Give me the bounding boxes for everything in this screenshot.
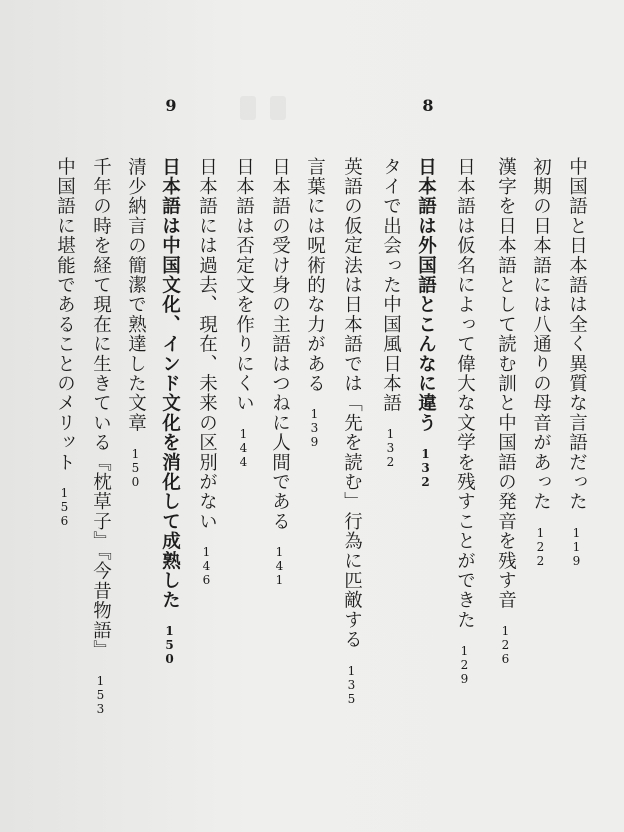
toc-entry (342, 157, 361, 706)
toc-entry (91, 157, 110, 716)
bleed-through-mark (270, 96, 286, 120)
toc-entry-title: 初期の日本語には八通りの母音があった (530, 157, 552, 512)
toc-entry (381, 157, 400, 469)
toc-entry (531, 157, 550, 568)
toc-entry-title: 日本語は仮名によって偉大な文学を残すことができた (454, 157, 476, 630)
toc-entry (197, 157, 216, 587)
toc-entry (55, 157, 74, 528)
toc-entry-page: 135 (344, 663, 359, 706)
chapter-page: 150 (162, 624, 177, 667)
toc-entry-page: 126 (498, 624, 513, 667)
toc-entry (567, 157, 586, 568)
toc-entry (126, 157, 145, 489)
toc-entry-title: タイで出会った中国風日本語 (380, 157, 402, 414)
toc-entry-page: 156 (57, 486, 72, 529)
toc-entry-title: 中国語と日本語は全く異質な言語だった (566, 157, 588, 512)
toc-entry-page: 146 (199, 545, 214, 588)
toc-entry-page: 129 (457, 643, 472, 686)
chapter-heading (160, 157, 179, 666)
toc-entry-page: 122 (533, 525, 548, 568)
chapter-heading (416, 157, 435, 489)
bleed-through-mark (240, 96, 256, 120)
chapter-page: 132 (418, 446, 433, 489)
toc-entry-title: 英語の仮定法は日本語では「先を読む」行為に匹敵する (341, 157, 363, 650)
toc-entry-title: 日本語の受け身の主語はつねに人間である (269, 157, 291, 532)
toc-entry-title: 清少納言の簡潔で熟達した文章 (125, 157, 147, 433)
toc-entry (270, 157, 289, 587)
toc-entry (455, 157, 474, 686)
toc-entry (305, 157, 324, 449)
toc-entry-title: 日本語には過去、現在、未来の区別がない (196, 157, 218, 532)
toc-entry-page: 141 (272, 545, 287, 588)
toc-entry-page: 132 (383, 427, 398, 470)
toc-entry (234, 157, 253, 469)
toc-entry-page: 153 (93, 673, 108, 716)
chapter-number: 8 (422, 96, 434, 115)
toc-entry-title: 千年の時を経て現在に生きている『枕草子』『今昔物語』 (90, 157, 112, 660)
chapter-number: 9 (165, 96, 177, 115)
toc-entry-page: 150 (128, 446, 143, 489)
chapter-title: 日本語は中国文化、インド文化を消化して成熟した (159, 157, 181, 611)
toc-entry-title: 漢字を日本語として読む訓と中国語の発音を残す音 (495, 157, 517, 611)
toc-entry-title: 言葉には呪術的な力がある (304, 157, 326, 394)
toc-entry-page: 119 (569, 525, 584, 568)
toc-entry (496, 157, 515, 666)
chapter-title: 日本語は外国語とこんなに違う (415, 157, 437, 433)
toc-entry-page: 144 (236, 427, 251, 470)
toc-entry-page: 139 (307, 407, 322, 450)
toc-entry-title: 日本語は否定文を作りにくい (233, 157, 255, 414)
toc-entry-title: 中国語に堪能であることのメリット (54, 157, 76, 473)
